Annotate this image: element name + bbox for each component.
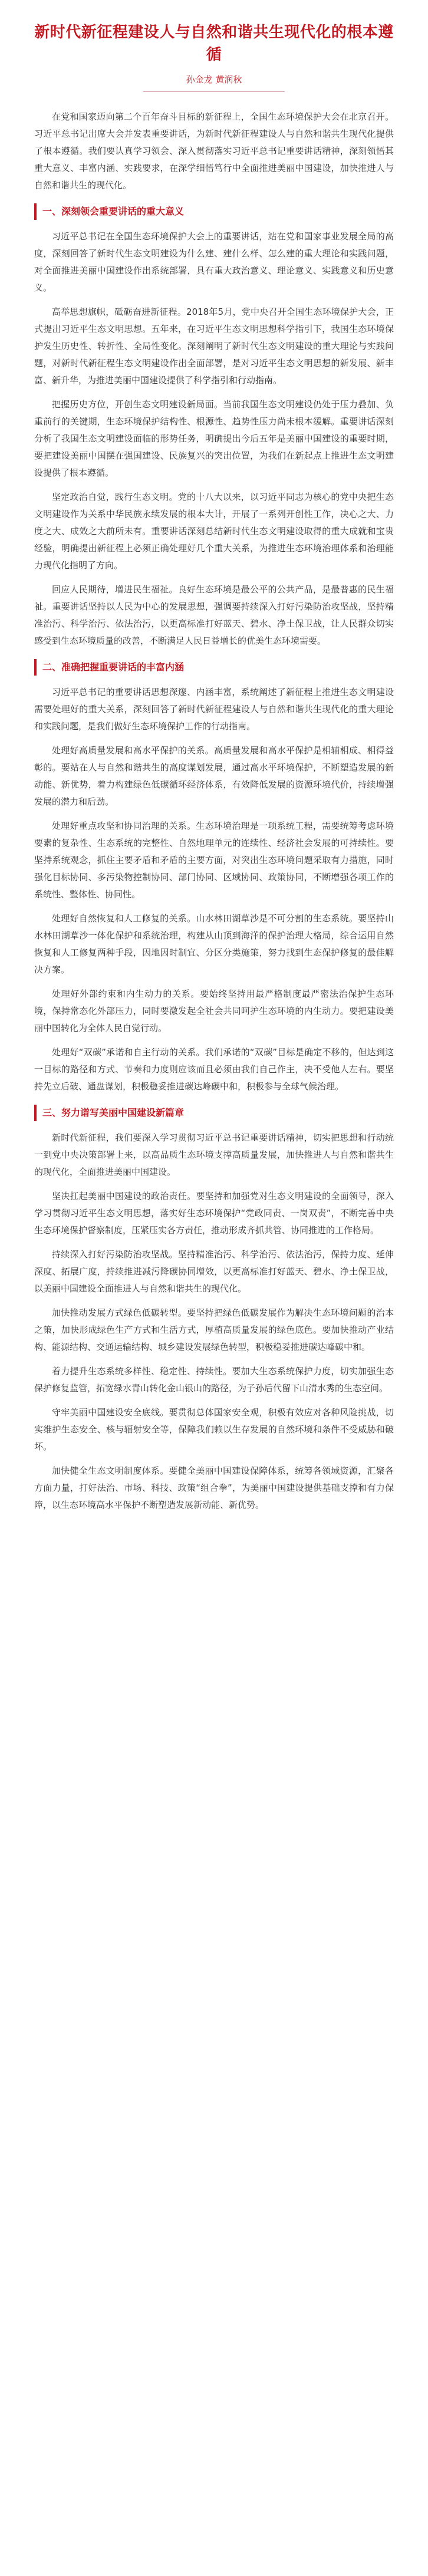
section-3-paragraph: 加快推动发展方式绿色低碳转型。要坚持把绿色低碳发展作为解决生态环境问题的治本之策，加快形成绿色生产方式和生活方式，厚植高质量发展的绿色底色。要加快推动产业结构、能源结构、交通运输结构、城乡建设发展绿色转型，积极稳妥推进碳达峰碳中和。 xyxy=(34,1307,394,1352)
section-heading-2: 二、准确把握重要讲话的丰富内涵 xyxy=(34,659,394,676)
article-authors: 孙金龙 黄润秋 xyxy=(186,74,242,85)
section-1-paragraph: 习近平总书记在全国生态环境保护大会上的重要讲话，站在党和国家事业发展全局的高度，深刻回答了新时代生态文明建设为什么建、建什么样、怎么建的重大理论和实践问题，对全面推进美丽中国建设作出系统部署，具有重大政治意义、理论意义、实践意义和历史意义。 xyxy=(34,231,394,293)
section-2-paragraph: 处理好高质量发展和高水平保护的关系。高质量发展和高水平保护是相辅相成、相得益彰的。要站在人与自然和谐共生的高度谋划发展，通过高水平环境保护，不断塑造发展的新动能、新优势，着力构建绿色低碳循环经济体系，有效降低发展的资源环境代价，持续增强发展的潜力和后劲。 xyxy=(34,745,394,807)
section-2-paragraph: 习近平总书记的重要讲话思想深邃、内涵丰富，系统阐述了新征程上推进生态文明建设需要处理好的重大关系，深刻回答了新时代新征程建设人与自然和谐共生现代化的重大理论和实践问题，是我们做好生态环境保护工作的行动指南。 xyxy=(34,687,394,732)
section-1-paragraph: 把握历史方位，开创生态文明建设新局面。当前我国生态文明建设仍处于压力叠加、负重前行的关键期，生态环境保护结构性、根源性、趋势性压力尚未根本缓解。重要讲话深刻分析了我国生态文明建设面临的形势任务，明确提出今后五年是美丽中国建设的重要时期，要把建设美丽中国摆在强国建设、民族复兴的突出位置，为我们在新起点上推进生态文明建设提供了根本遵循。 xyxy=(34,399,394,478)
section-2-paragraph: 处理好“双碳”承诺和自主行动的关系。我们承诺的“双碳”目标是确定不移的，但达到这一目标的路径和方式、节奏和力度则应该而且必须由我们自己作主，决不受他人左右。要坚持先立后破、通盘谋划，积极稳妥推进碳达峰碳中和，积极参与全球气候治理。 xyxy=(34,1047,394,1092)
section-1-paragraph: 回应人民期待，增进民生福祉。良好生态环境是最公平的公共产品，是最普惠的民生福祉。重要讲话坚持以人民为中心的发展思想，强调要持续深入打好污染防治攻坚战，坚持精准治污、科学治污、依法治污，以更高标准打好蓝天、碧水、净土保卫战，让人民群众切实感受到生态环境质量的改善，不断满足人民日益增长的优美生态环境需要。 xyxy=(34,584,394,646)
article-body xyxy=(34,108,394,1514)
authors-divider xyxy=(143,91,285,92)
section-3-paragraph: 新时代新征程，我们要深入学习贯彻习近平总书记重要讲话精神，切实把思想和行动统一到党中央决策部署上来，以高品质生态环境支撑高质量发展，加快推进人与自然和谐共生的现代化，全面推进美丽中国建设。 xyxy=(34,1132,394,1177)
section-1-paragraph: 坚定政治自觉，践行生态文明。党的十八大以来，以习近平同志为核心的党中央把生态文明建设作为关系中华民族永续发展的根本大计，开展了一系列开创性工作，决心之大、力度之大、成效之大前所未有。重要讲话深刻总结新时代生态文明建设取得的重大成就和宝贵经验，明确提出新征程上必须正确处理好几个重大关系，为推进生态环境治理体系和治理能力现代化指明了方向。 xyxy=(34,492,394,571)
section-3-paragraph: 着力提升生态系统多样性、稳定性、持续性。要加大生态系统保护力度，切实加强生态保护修复监管，拓宽绿水青山转化金山银山的路径，为子孙后代留下山清水秀的生态空间。 xyxy=(34,1366,394,1394)
section-3-paragraph: 守牢美丽中国建设安全底线。要贯彻总体国家安全观，积极有效应对各种风险挑战，切实维护生态安全、核与辐射安全等，保障我们赖以生存发展的自然环境和条件不受威胁和破坏。 xyxy=(34,1407,394,1452)
section-2-paragraph: 处理好重点攻坚和协同治理的关系。生态环境治理是一项系统工程，需要统筹考虑环境要素的复杂性、生态系统的完整性、自然地理单元的连续性、经济社会发展的可持续性。要坚持系统观念，抓住主要矛盾和矛盾的主要方面，对突出生态环境问题采取有力措施，同时强化目标协同、多污染物控制协同、部门协同、区域协同、政策协同，不断增强各项工作的系统性、整体性、协同性。 xyxy=(34,821,394,900)
article-title: 新时代新征程建设人与自然和谐共生现代化的根本遵循 xyxy=(34,24,394,64)
section-heading-1: 一、深刻领会重要讲话的重大意义 xyxy=(34,203,394,220)
section-1-paragraph: 高举思想旗帜，砥砺奋进新征程。2018年5月，党中央召开全国生态环境保护大会，正式提出习近平生态文明思想。五年来，在习近平生态文明思想科学指引下，我国生态环境保护发生历史性、转折性、全局性变化。深刻阐明了新时代生态文明建设的重大理论与实践问题，对新时代新征程生态文明建设作出全面部署，是对习近平生态文明思想的新发展、新丰富、新升华，为推进美丽中国建设提供了科学指引和行动指南。 xyxy=(34,307,394,386)
section-2-paragraph: 处理好外部约束和内生动力的关系。要始终坚持用最严格制度最严密法治保护生态环境，保持常态化外部压力，同时要激发起全社会共同呵护生态环境的内生动力。要把建设美丽中国转化为全体人民自觉行动。 xyxy=(34,989,394,1033)
section-3-paragraph: 加快健全生态文明制度体系。要健全美丽中国建设保障体系，统筹各领域资源，汇聚各方面力量，打好法治、市场、科技、政策“组合拳”，为美丽中国建设提供基础支撑和有力保障，以生态环境高水平保护不断塑造发展新动能、新优势。 xyxy=(34,1465,394,1510)
section-2-paragraph: 处理好自然恢复和人工修复的关系。山水林田湖草沙是不可分割的生态系统。要坚持山水林田湖草沙一体化保护和系统治理，构建从山顶到海洋的保护治理大格局，综合运用自然恢复和人工修复两种手段，因地因时制宜、分区分类施策，努力找到生态保护修复的最佳解决方案。 xyxy=(34,913,394,975)
intro-paragraph: 在党和国家迈向第二个百年奋斗目标的新征程上，全国生态环境保护大会在北京召开。习近平总书记出席大会并发表重要讲话，为新时代新征程建设人与自然和谐共生现代化提供了根本遵循。我们要认真学习领会、深入贯彻落实习近平总书记重要讲话精神，深刻领悟其重大意义、丰富内涵、实践要求，在深学细悟笃行中全面推进美丽中国建设，加快推进人与自然和谐共生的现代化。 xyxy=(34,111,394,190)
section-3-paragraph: 坚决扛起美丽中国建设的政治责任。要坚持和加强党对生态文明建设的全面领导，深入学习贯彻习近平生态文明思想，落实好生态环境保护“党政同责、一岗双责”，不断完善中央生态环境保护督察制度，压紧压实各方责任，推动形成齐抓共管、协同推进的工作格局。 xyxy=(34,1191,394,1236)
section-heading-3: 三、努力谱写美丽中国建设新篇章 xyxy=(34,1105,394,1121)
section-3-paragraph: 持续深入打好污染防治攻坚战。坚持精准治污、科学治污、依法治污，保持力度、延伸深度、拓展广度，持续推进减污降碳协同增效，以更高标准打好蓝天、碧水、净土保卫战，以美丽中国建设全面推进人与自然和谐共生的现代化。 xyxy=(34,1249,394,1294)
